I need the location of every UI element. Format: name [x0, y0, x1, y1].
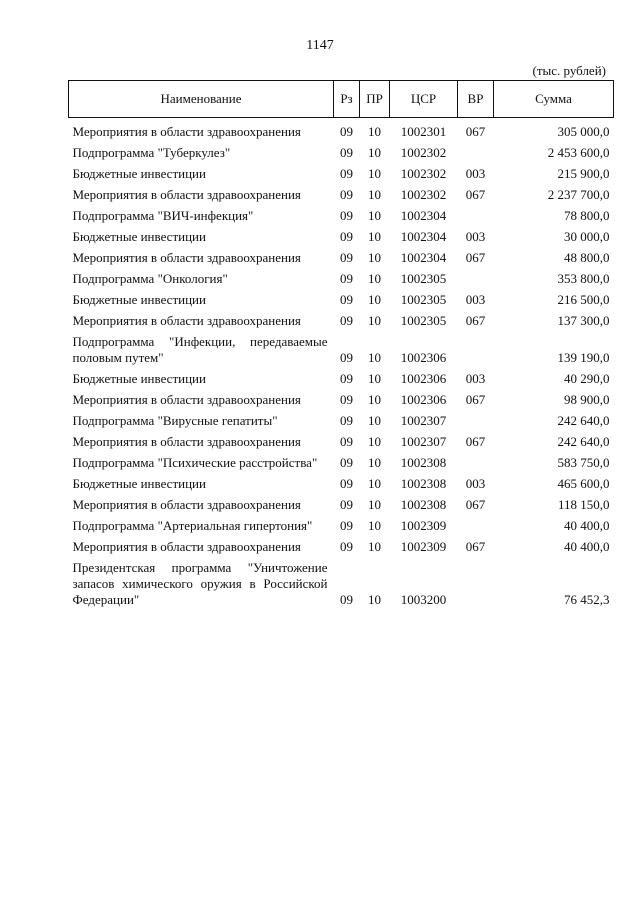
header-vr: ВР	[458, 81, 494, 118]
cell-csr: 1003200	[400, 592, 447, 607]
cell-vr	[458, 269, 494, 290]
table-row	[69, 227, 614, 248]
table-row	[69, 118, 614, 144]
cell-vr: 067	[465, 250, 486, 265]
header-rz: Рз	[334, 81, 360, 118]
cell-vr: 067	[465, 187, 486, 202]
cell-sum: 118 150,0	[557, 497, 610, 512]
cell-vr	[458, 206, 494, 227]
cell-pr: 10	[368, 187, 381, 202]
cell-rz: 09	[340, 539, 353, 554]
cell-csr: 1002304	[400, 250, 447, 265]
table-row	[69, 290, 614, 311]
cell-sum: 76 452,3	[564, 592, 610, 607]
cell-sum: 583 750,0	[557, 455, 610, 470]
cell-sum: 40 400,0	[564, 539, 610, 554]
table-row	[69, 537, 614, 558]
cell-pr: 10	[368, 455, 381, 470]
cell-csr: 1002306	[400, 350, 447, 365]
cell-sum: 305 000,0	[557, 124, 610, 139]
cell-pr: 10	[368, 413, 381, 428]
cell-vr	[458, 453, 494, 474]
cell-name: Подпрограмма "Туберкулез"	[72, 145, 231, 160]
cell-name: Бюджетные инвестиции	[72, 229, 206, 244]
table-row	[69, 453, 614, 474]
cell-name: Мероприятия в области здравоохранения	[72, 392, 301, 407]
cell-vr	[458, 143, 494, 164]
page-number: 1147	[306, 38, 334, 53]
cell-pr: 10	[368, 124, 381, 139]
cell-pr: 10	[368, 145, 381, 160]
cell-sum: 242 640,0	[557, 413, 610, 428]
cell-pr: 10	[368, 229, 381, 244]
table-row	[69, 516, 614, 537]
table-row	[69, 269, 614, 290]
cell-csr: 1002307	[400, 434, 447, 449]
cell-vr	[458, 516, 494, 537]
cell-vr: 067	[465, 392, 486, 407]
table-row	[69, 558, 614, 611]
cell-name: Бюджетные инвестиции	[72, 371, 206, 386]
cell-name: Мероприятия в области здравоохранения	[72, 250, 301, 265]
cell-csr: 1002308	[400, 455, 447, 470]
cell-name: Мероприятия в области здравоохранения	[72, 313, 301, 328]
cell-csr: 1002302	[400, 166, 447, 181]
cell-rz: 09	[340, 208, 353, 223]
header-pr: ПР	[360, 81, 390, 118]
cell-vr: 003	[465, 166, 486, 181]
cell-vr: 067	[465, 497, 486, 512]
cell-pr: 10	[368, 392, 381, 407]
units-label: (тыс. рублей)	[532, 63, 606, 78]
cell-pr: 10	[368, 592, 381, 607]
table-row	[69, 248, 614, 269]
cell-rz: 09	[340, 476, 353, 491]
cell-csr: 1002304	[400, 208, 447, 223]
cell-pr: 10	[368, 497, 381, 512]
table-row	[69, 495, 614, 516]
cell-pr: 10	[368, 518, 381, 533]
cell-rz: 09	[340, 350, 353, 365]
cell-name: Бюджетные инвестиции	[72, 166, 206, 181]
cell-sum: 40 290,0	[564, 371, 610, 386]
cell-name: Мероприятия в области здравоохранения	[72, 497, 301, 512]
cell-rz: 09	[340, 434, 353, 449]
cell-pr: 10	[368, 271, 381, 286]
cell-sum: 215 900,0	[557, 166, 610, 181]
cell-rz: 09	[340, 518, 353, 533]
cell-csr: 1002308	[400, 497, 447, 512]
cell-csr: 1002306	[400, 371, 447, 386]
cell-rz: 09	[340, 292, 353, 307]
cell-csr: 1002304	[400, 229, 447, 244]
cell-name: Бюджетные инвестиции	[72, 292, 206, 307]
table-row	[69, 411, 614, 432]
cell-vr: 003	[465, 229, 486, 244]
cell-vr: 003	[465, 371, 486, 386]
cell-rz: 09	[340, 271, 353, 286]
cell-sum: 98 900,0	[564, 392, 610, 407]
cell-pr: 10	[368, 539, 381, 554]
cell-name: Подпрограмма "ВИЧ-инфекция"	[72, 208, 254, 223]
cell-sum: 2 237 700,0	[547, 187, 610, 202]
cell-csr: 1002306	[400, 392, 447, 407]
cell-name: Подпрограмма "Онкология"	[72, 271, 228, 286]
cell-sum: 2 453 600,0	[547, 145, 610, 160]
cell-sum: 48 800,0	[564, 250, 610, 265]
table-row	[69, 206, 614, 227]
cell-name: Подпрограмма "Вирусные гепатиты"	[72, 413, 278, 428]
cell-rz: 09	[340, 250, 353, 265]
cell-csr: 1002302	[400, 145, 447, 160]
cell-pr: 10	[368, 208, 381, 223]
cell-name: Мероприятия в области здравоохранения	[72, 124, 301, 139]
cell-vr	[458, 558, 494, 611]
budget-table	[68, 80, 614, 611]
cell-pr: 10	[368, 434, 381, 449]
table-row	[69, 390, 614, 411]
cell-vr: 003	[465, 476, 486, 491]
cell-name: Мероприятия в области здравоохранения	[72, 434, 301, 449]
cell-csr: 1002307	[400, 413, 447, 428]
cell-name: Подпрограмма "Артериальная гипертония"	[72, 518, 313, 533]
cell-sum: 40 400,0	[564, 518, 610, 533]
table-body	[69, 118, 614, 612]
table-row	[69, 311, 614, 332]
cell-pr: 10	[368, 350, 381, 365]
cell-rz: 09	[340, 497, 353, 512]
cell-vr: 067	[465, 313, 486, 328]
cell-pr: 10	[368, 292, 381, 307]
cell-sum: 78 800,0	[564, 208, 610, 223]
cell-name: Президентская программа "Уничтожение запасов химического оружия в Российской Федерации"	[72, 560, 328, 607]
cell-sum: 137 300,0	[557, 313, 610, 328]
cell-vr: 067	[465, 539, 486, 554]
cell-pr: 10	[368, 371, 381, 386]
cell-name: Мероприятия в области здравоохранения	[72, 187, 301, 202]
cell-csr: 1002309	[400, 539, 447, 554]
header-csr: ЦСР	[390, 81, 458, 118]
cell-vr	[458, 411, 494, 432]
table-header	[69, 81, 614, 118]
cell-pr: 10	[368, 166, 381, 181]
cell-rz: 09	[340, 124, 353, 139]
cell-pr: 10	[368, 476, 381, 491]
cell-rz: 09	[340, 455, 353, 470]
table-row	[69, 332, 614, 369]
cell-csr: 1002309	[400, 518, 447, 533]
cell-rz: 09	[340, 413, 353, 428]
cell-rz: 09	[340, 145, 353, 160]
cell-name: Подпрограмма "Психические расстройства"	[72, 455, 318, 470]
table-row	[69, 369, 614, 390]
header-name: Наименование	[69, 81, 334, 118]
table-row	[69, 432, 614, 453]
cell-csr: 1002301	[400, 124, 447, 139]
cell-rz: 09	[340, 166, 353, 181]
cell-name: Подпрограмма "Инфекции, передаваемые половым путем"	[72, 334, 328, 365]
cell-rz: 09	[340, 371, 353, 386]
cell-name: Бюджетные инвестиции	[72, 476, 206, 491]
cell-csr: 1002305	[400, 271, 447, 286]
cell-csr: 1002308	[400, 476, 447, 491]
cell-rz: 09	[340, 392, 353, 407]
cell-rz: 09	[340, 313, 353, 328]
cell-name: Мероприятия в области здравоохранения	[72, 539, 301, 554]
table-row	[69, 185, 614, 206]
table-row	[69, 143, 614, 164]
table-row	[69, 164, 614, 185]
cell-sum: 242 640,0	[557, 434, 610, 449]
cell-csr: 1002305	[400, 292, 447, 307]
cell-vr	[458, 332, 494, 369]
cell-rz: 09	[340, 229, 353, 244]
cell-vr: 067	[465, 434, 486, 449]
cell-vr: 003	[465, 292, 486, 307]
cell-sum: 216 500,0	[557, 292, 610, 307]
table-row	[69, 474, 614, 495]
cell-sum: 353 800,0	[557, 271, 610, 286]
cell-pr: 10	[368, 313, 381, 328]
cell-rz: 09	[340, 592, 353, 607]
cell-sum: 465 600,0	[557, 476, 610, 491]
cell-csr: 1002302	[400, 187, 447, 202]
cell-rz: 09	[340, 187, 353, 202]
cell-sum: 30 000,0	[564, 229, 610, 244]
cell-pr: 10	[368, 250, 381, 265]
cell-csr: 1002305	[400, 313, 447, 328]
cell-sum: 139 190,0	[557, 350, 610, 365]
cell-vr: 067	[465, 124, 486, 139]
header-sum: Сумма	[494, 81, 614, 118]
